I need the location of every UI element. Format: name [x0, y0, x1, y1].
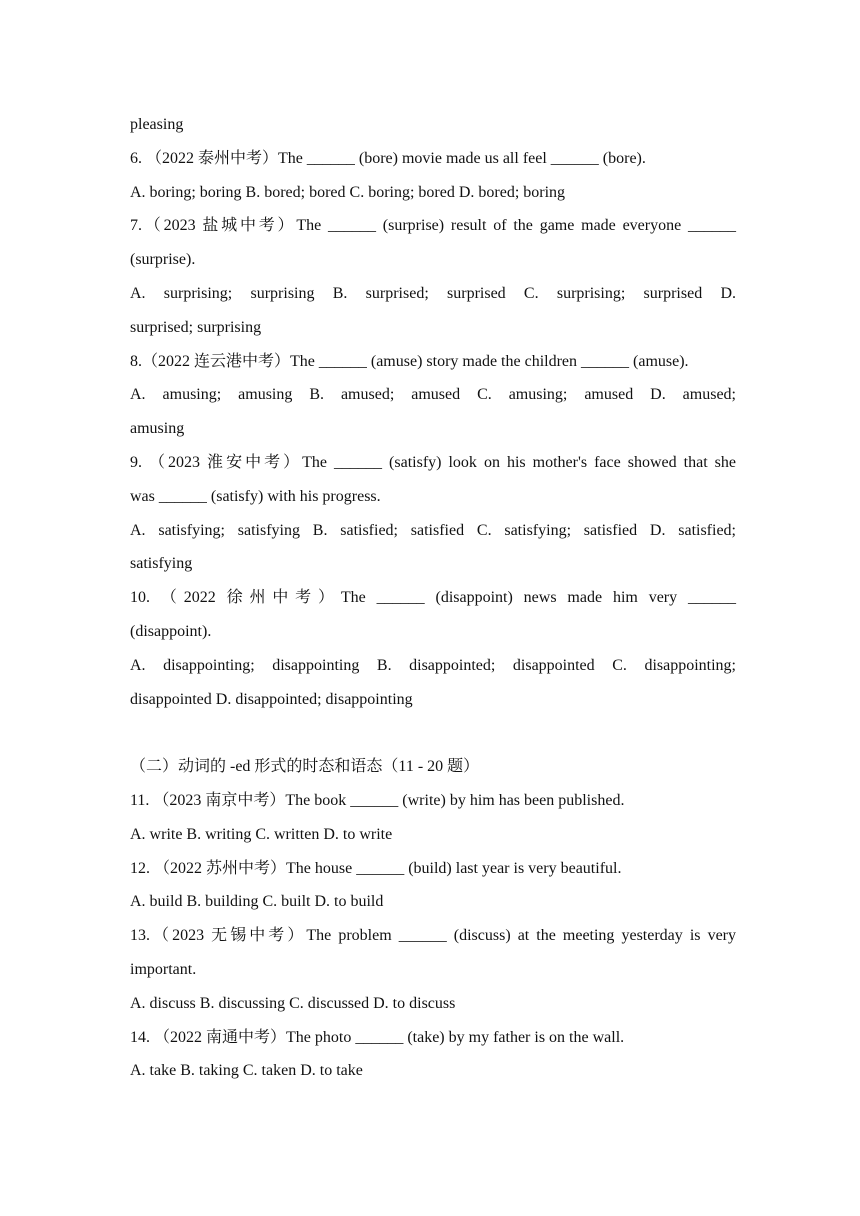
- options-10: A. disappointing; disappointing B. disappointed; disappointed C. disappointing;: [130, 656, 736, 674]
- question-14: 14. （2022 南通中考）The photo ______ (take) by my father is on the wall.: [130, 1028, 625, 1046]
- question-8: 8.（2022 连云港中考）The ______ (amuse) story made the children ______ (amuse).: [130, 352, 689, 370]
- blank-line: [130, 716, 736, 750]
- options-9: A. satisfying; satisfying B. satisfied; satisfied C. satisfying; satisfied D. satisfied;: [130, 521, 736, 539]
- question-9-cont: was ______ (satisfy) with his progress.: [130, 487, 381, 505]
- options-13: A. discuss B. discussing C. discussed D. to discuss: [130, 994, 456, 1012]
- question-7-cont: (surprise).: [130, 251, 196, 269]
- question-13-cont: important.: [130, 960, 197, 978]
- question-6: 6. （2022 泰州中考）The ______ (bore) movie made us all feel ______ (bore).: [130, 149, 646, 167]
- options-12: A. build B. building C. built D. to build: [130, 893, 384, 911]
- question-9: 9. （2023 淮安中考）The ______ (satisfy) look on his mother's face showed that she: [130, 453, 736, 471]
- document-page: [130, 108, 736, 1088]
- question-13: 13.（2023 无锡中考）The problem ______ (discuss) at the meeting yesterday is very: [130, 927, 736, 945]
- question-12: 12. （2022 苏州中考）The house ______ (build) last year is very beautiful.: [130, 859, 622, 877]
- question-7: 7.（2023 盐城中考）The ______ (surprise) result of the game made everyone ______: [130, 217, 736, 235]
- options-9-cont: satisfying: [130, 555, 193, 573]
- options-11: A. write B. writing C. written D. to write: [130, 825, 393, 843]
- question-11: 11. （2023 南京中考）The book ______ (write) by him has been published.: [130, 791, 625, 809]
- options-8-cont: amusing: [130, 420, 185, 438]
- text-line: pleasing: [130, 116, 184, 133]
- options-7: A. surprising; surprising B. surprised; surprised C. surprising; surprised D.: [130, 284, 736, 302]
- options-8: A. amusing; amusing B. amused; amused C. amusing; amused D. amused;: [130, 386, 736, 404]
- options-6: A. boring; boring B. bored; bored C. boring; bored D. bored; boring: [130, 183, 566, 201]
- options-14: A. take B. taking C. taken D. to take: [130, 1062, 363, 1080]
- question-10-cont: (disappoint).: [130, 622, 212, 640]
- options-10-cont: disappointed D. disappointed; disappointing: [130, 690, 413, 708]
- question-10: 10. （2022 徐州中考）The ______ (disappoint) news made him very ______: [130, 589, 736, 607]
- options-7-cont: surprised; surprising: [130, 318, 262, 336]
- section-heading: （二）动词的 -ed 形式的时态和语态（11 - 20 题）: [130, 758, 480, 776]
